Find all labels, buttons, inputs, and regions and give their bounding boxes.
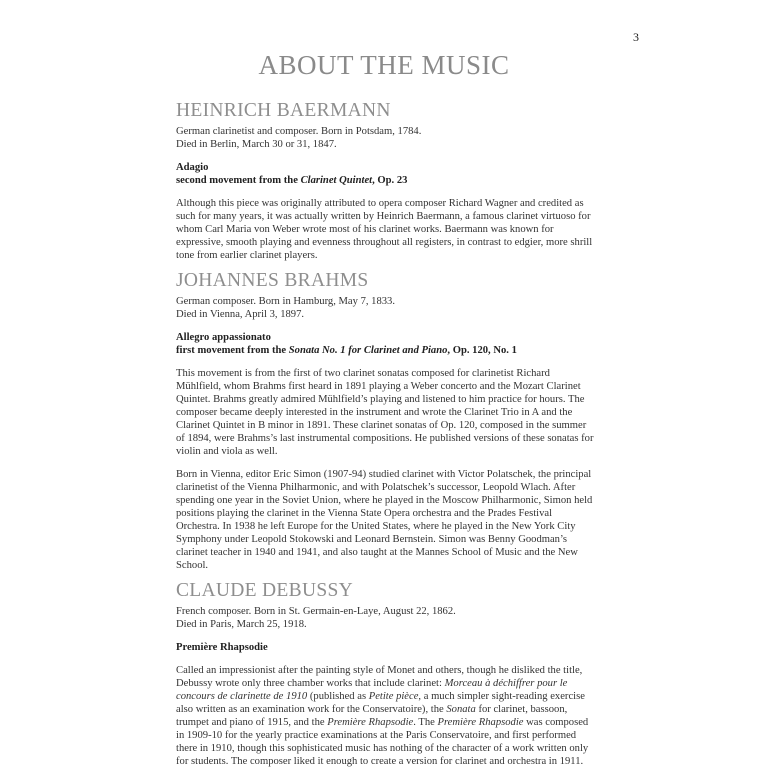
editor-paragraph: Born in Vienna, editor Eric Simon (1907-94) studied clarinet with Victor Polatschek, the principal clarinetist of the Vienna Philharmonic, and with Polatschek’s successor, Leopold Wlach. After spending one year in the Soviet Union, where he played in the Moscow Philharmonic, Simon held positions playing the clarinet in the Vienna State Opera orchestra and the Prades Festival Orchestra. In 1938 he left Europe for the United States, where he played in the New York City Symphony under Leopold Stokowski and Leonard Bernstein. Simon was Benny Goodman’s clarinet teacher in 1940 and 1941, and also taught at the Mannes School of Music and the New School. [176, 469, 593, 571]
composer-death: Died in Paris, March 25, 1918. [176, 619, 307, 630]
composer-death: Died in Berlin, March 30 or 31, 1847. [176, 139, 337, 150]
composer-name: HEINRICH BAERMANN [176, 100, 391, 121]
piece-movement [176, 174, 596, 187]
description-paragraph: Although this piece was originally attributed to opera composer Richard Wagner and credited as such for many years, it was actually written by Heinrich Baermann, a famous clarinet virtuoso for whom Carl Maria von Weber wrote most of his clarinet works. Baermann was known for expressive, smooth playing and evenness throughout all registers, in contrast to edgier, more shrill tone from earlier clarinet players. [176, 198, 593, 261]
work-title: Première Rhapsodie [437, 717, 524, 728]
composer-death: Died in Vienna, April 3, 1897. [176, 309, 305, 320]
movement-prefix: second movement from the [176, 175, 301, 186]
composer-section-brahms [176, 270, 596, 572]
work-title: Petite pièce [368, 691, 419, 702]
piece-movement [176, 344, 596, 357]
composer-birth: German clarinetist and composer. Born in Potsdam, 1784. [176, 126, 422, 137]
text-run: was composed in 1909-10 for the yearly practice examinations at the Paris Conservatoire, and first performed there in 1910, though this sophisticated music has nothing of the character of a work written only for students. The composer liked it enough to create a version for clarinet and orchestra in 1911. [176, 717, 589, 767]
work-title: Sonata [446, 704, 476, 715]
composer-section-baermann [176, 100, 596, 262]
movement-suffix: , Op. 120, No. 1 [447, 345, 517, 356]
piece-title: Première Rhapsodie [176, 642, 268, 653]
composer-birth: French composer. Born in St. Germain-en-Laye, August 22, 1862. [176, 606, 456, 617]
text-run: . The [413, 717, 438, 728]
text-run: , a much simpler sight-reading exercise also written as an examination work for the Conservatoire), the [176, 691, 585, 715]
page-number: 3 [633, 30, 639, 44]
description-paragraph [176, 664, 596, 768]
page-title: ABOUT THE MUSIC [258, 50, 510, 80]
piece-title: Allegro appassionato [176, 332, 271, 343]
composer-birth: German composer. Born in Hamburg, May 7, 1833. [176, 296, 396, 307]
work-title: Clarinet Quintet [300, 175, 373, 186]
movement-prefix: first movement from the [176, 345, 289, 356]
composer-name: CLAUDE DEBUSSY [176, 580, 354, 601]
text-run: Called an impressionist after the painting style of Monet and others, though he disliked the title, Debussy wrote only three chamber works that include clarinet: [176, 665, 583, 689]
composer-name: JOHANNES BRAHMS [176, 270, 369, 291]
text-run: for clarinet, bassoon, trumpet and piano of 1915, and the [176, 704, 568, 728]
work-title: Morceau à déchiffrer pour le concours de clarinette de 1910 [176, 678, 568, 702]
piece-title: Adagio [176, 162, 209, 173]
description-paragraph: This movement is from the first of two clarinet sonatas composed for clarinetist Richard Mühlfield, whom Brahms first heard in 1891 playing a Weber concerto and the Mozart Clarinet Quintet. Brahms greatly admired Mühlfield’s playing and listened to him practice for hours. The composer became deeply interested in the instrument and wrote the Clarinet Trio in A and the Clarinet Quintet in B minor in 1891. These clarinet sonatas of Op. 120, composed in the summer of 1894, were Brahms’s last instrumental compositions. He published versions of these sonatas for violin and viola as well. [176, 368, 594, 457]
text-run: (published as [307, 691, 369, 702]
work-title: Première Rhapsodie [327, 717, 414, 728]
work-title: Sonata No. 1 for Clarinet and Piano [288, 345, 448, 356]
composer-section-debussy [176, 580, 596, 768]
content-column [176, 100, 596, 776]
movement-suffix: , Op. 23 [372, 175, 408, 186]
